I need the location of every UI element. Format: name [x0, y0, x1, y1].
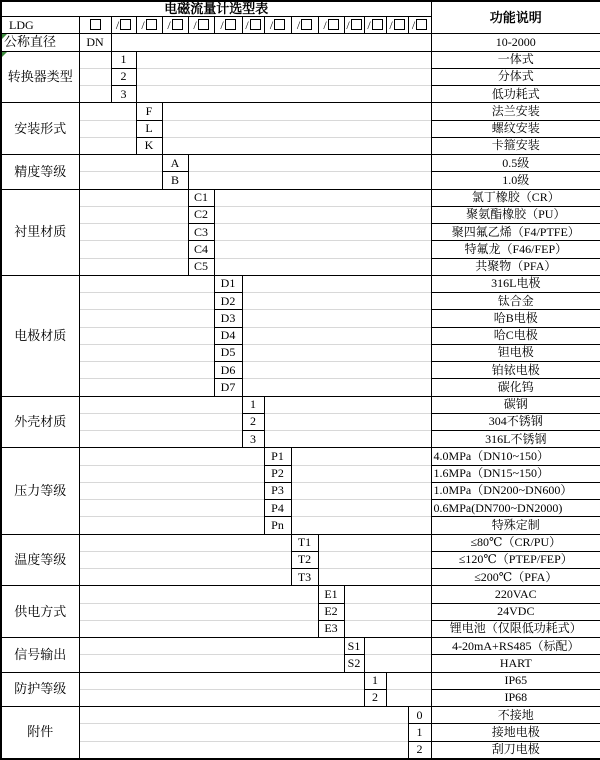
spacer-cell — [79, 155, 162, 172]
code-box-icon — [274, 19, 285, 30]
spacer-cell — [264, 413, 431, 430]
code-box-icon — [198, 19, 209, 30]
desc-cell: 钛合金 — [431, 293, 600, 310]
slash-separator: / — [115, 17, 120, 32]
spacer-cell — [79, 603, 318, 620]
spacer-cell — [111, 34, 431, 51]
desc-cell: 220VAC — [431, 586, 600, 603]
code-cell: C4 — [188, 241, 214, 258]
spacer-cell — [386, 689, 431, 706]
slash-separator: / — [296, 17, 301, 32]
spacer-cell — [79, 344, 214, 361]
slash-separator: / — [389, 17, 393, 32]
model-slash-box-cell — [264, 17, 291, 34]
slash-separator: / — [323, 17, 327, 32]
desc-cell: 1.0MPa（DN200~DN600） — [431, 482, 600, 499]
spacer-cell — [79, 534, 291, 551]
code-cell: 2 — [364, 689, 386, 706]
spacer-cell — [242, 310, 431, 327]
code-cell: 2 — [242, 413, 264, 430]
desc-cell: 刮刀电极 — [431, 741, 600, 759]
section-label: 附件 — [1, 707, 79, 759]
code-box-icon — [225, 19, 236, 30]
spacer-cell — [162, 137, 431, 154]
code-cell: P2 — [264, 465, 291, 482]
spacer-cell — [364, 655, 431, 672]
code-cell: DN — [79, 34, 111, 51]
spacer-cell — [162, 120, 431, 137]
spacer-cell — [79, 689, 364, 706]
spacer-cell — [291, 517, 431, 534]
desc-cell: 特氟龙（F46/FEP） — [431, 241, 600, 258]
code-box-icon — [120, 19, 131, 30]
spacer-cell — [79, 707, 408, 724]
desc-cell: 1.6MPa（DN15~150） — [431, 465, 600, 482]
spacer-cell — [214, 206, 431, 223]
model-slash-box-cell — [162, 17, 188, 34]
model-slash-box-cell — [214, 17, 242, 34]
desc-cell: ≤120℃（PTEP/FEP） — [431, 551, 600, 568]
code-cell: K — [136, 137, 162, 154]
spacer-cell — [214, 258, 431, 275]
spacer-cell — [242, 362, 431, 379]
spacer-cell — [79, 413, 242, 430]
desc-cell: 0.6MPa(DN700~DN2000) — [431, 500, 600, 517]
spacer-cell — [242, 275, 431, 292]
spacer-cell — [214, 189, 431, 206]
spacer-cell — [79, 741, 408, 759]
spacer-cell — [79, 86, 111, 103]
code-cell: 3 — [242, 431, 264, 448]
code-cell: 1 — [111, 51, 136, 68]
spacer-cell — [79, 551, 291, 568]
spacer-cell — [242, 327, 431, 344]
spacer-cell — [79, 620, 318, 637]
code-cell: 2 — [408, 741, 431, 759]
desc-cell: 聚氨酯橡胶（PU） — [431, 206, 600, 223]
slash-separator: / — [346, 17, 350, 32]
code-box-icon — [416, 19, 427, 30]
code-cell: S1 — [344, 638, 364, 655]
code-cell: D3 — [214, 310, 242, 327]
desc-cell: 10-2000 — [431, 34, 600, 51]
spacer-cell — [264, 396, 431, 413]
code-cell: D1 — [214, 275, 242, 292]
model-box-cell — [79, 17, 111, 34]
spacer-cell — [136, 51, 431, 68]
desc-cell: 不接地 — [431, 707, 600, 724]
slash-separator: / — [193, 17, 197, 32]
spacer-cell — [79, 362, 214, 379]
code-cell: 2 — [111, 68, 136, 85]
spacer-cell — [79, 137, 136, 154]
page-title: 电磁流量计选型表 — [164, 1, 269, 16]
spacer-cell — [79, 172, 162, 189]
spacer-cell — [79, 189, 188, 206]
section-label: 压力等级 — [1, 448, 79, 534]
spacer-cell — [79, 327, 214, 344]
code-cell: 1 — [364, 672, 386, 689]
spacer-cell — [188, 172, 431, 189]
spacer-cell — [264, 431, 431, 448]
code-cell: T1 — [291, 534, 318, 551]
slash-separator: / — [167, 17, 171, 32]
code-cell: D5 — [214, 344, 242, 361]
spacer-cell — [79, 724, 408, 741]
desc-cell: ≤200℃（PFA） — [431, 569, 600, 586]
spacer-cell — [291, 482, 431, 499]
spacer-cell — [136, 86, 431, 103]
code-cell: D4 — [214, 327, 242, 344]
desc-cell: 哈B电极 — [431, 310, 600, 327]
row-label-dn: 公称直径 — [1, 34, 79, 51]
desc-cell: HART — [431, 655, 600, 672]
spacer-cell — [79, 638, 344, 655]
spacer-cell — [291, 465, 431, 482]
code-cell: E2 — [318, 603, 344, 620]
spacer-cell — [291, 500, 431, 517]
model-slash-box-cell — [386, 17, 408, 34]
code-cell: Pn — [264, 517, 291, 534]
spacer-cell — [242, 379, 431, 396]
section-label: 信号输出 — [1, 638, 79, 673]
spacer-cell — [79, 310, 214, 327]
code-box-icon — [301, 19, 312, 30]
desc-cell: 螺纹安装 — [431, 120, 600, 137]
code-cell: S2 — [344, 655, 364, 672]
code-cell: P3 — [264, 482, 291, 499]
code-box-icon — [90, 19, 101, 30]
spacer-cell — [79, 517, 264, 534]
model-slash-box-cell — [291, 17, 318, 34]
spacer-cell — [79, 103, 136, 120]
slash-separator: / — [220, 17, 224, 32]
model-slash-box-cell — [111, 17, 136, 34]
desc-cell: 氯丁橡胶（CR） — [431, 189, 600, 206]
desc-cell: IP65 — [431, 672, 600, 689]
code-cell: 3 — [111, 86, 136, 103]
model-slash-box-cell — [188, 17, 214, 34]
code-cell: P4 — [264, 500, 291, 517]
code-cell: D6 — [214, 362, 242, 379]
desc-cell: 分体式 — [431, 68, 600, 85]
model-slash-box-cell — [318, 17, 344, 34]
desc-cell: 聚四氟乙烯（F4/PTFE） — [431, 224, 600, 241]
spacer-cell — [79, 241, 188, 258]
desc-cell: 碳钢 — [431, 396, 600, 413]
spacer-cell — [79, 500, 264, 517]
code-box-icon — [172, 19, 183, 30]
spacer-cell — [79, 379, 214, 396]
model-slash-box-cell — [364, 17, 386, 34]
code-cell: E1 — [318, 586, 344, 603]
code-box-icon — [394, 19, 405, 30]
spacer-cell — [79, 465, 264, 482]
spacer-cell — [344, 620, 431, 637]
spacer-cell — [318, 534, 431, 551]
spacer-cell — [79, 655, 344, 672]
code-box-icon — [146, 19, 157, 30]
code-cell: P1 — [264, 448, 291, 465]
desc-cell: 接地电极 — [431, 724, 600, 741]
spacer-cell — [79, 51, 111, 68]
slash-separator: / — [245, 17, 249, 32]
spacer-cell — [344, 586, 431, 603]
code-box-icon — [328, 19, 339, 30]
spacer-cell — [364, 638, 431, 655]
spacer-cell — [79, 586, 318, 603]
code-cell: D7 — [214, 379, 242, 396]
spacer-cell — [79, 293, 214, 310]
spacer-cell — [79, 569, 291, 586]
spacer-cell — [386, 672, 431, 689]
function-column-header: 功能说明 — [431, 1, 600, 34]
section-label: 防护等级 — [1, 672, 79, 707]
spacer-cell — [79, 224, 188, 241]
section-label: 供电方式 — [1, 586, 79, 638]
model-slash-box-cell — [408, 17, 431, 34]
model-slash-box-cell — [136, 17, 162, 34]
section-label: 外壳材质 — [1, 396, 79, 448]
slash-separator: / — [367, 17, 371, 32]
desc-cell: 碳化钨 — [431, 379, 600, 396]
model-slash-box-cell — [242, 17, 264, 34]
spacer-cell — [79, 68, 111, 85]
code-cell: D2 — [214, 293, 242, 310]
desc-cell: 卡箍安装 — [431, 137, 600, 154]
desc-cell: 哈C电极 — [431, 327, 600, 344]
spacer-cell — [214, 224, 431, 241]
spacer-cell — [79, 120, 136, 137]
spacer-cell — [344, 603, 431, 620]
spacer-cell — [79, 448, 264, 465]
spacer-cell — [79, 431, 242, 448]
spacer-cell — [79, 275, 214, 292]
desc-cell: 24VDC — [431, 603, 600, 620]
spacer-cell — [291, 448, 431, 465]
code-cell: C2 — [188, 206, 214, 223]
code-cell: B — [162, 172, 188, 189]
spacer-cell — [79, 672, 364, 689]
desc-cell: 316L电极 — [431, 275, 600, 292]
spacer-cell — [162, 103, 431, 120]
code-cell: C5 — [188, 258, 214, 275]
section-label: 温度等级 — [1, 534, 79, 586]
spacer-cell — [79, 258, 188, 275]
code-cell: T2 — [291, 551, 318, 568]
desc-cell: 1.0级 — [431, 172, 600, 189]
desc-cell: 316L不锈钢 — [431, 431, 600, 448]
desc-cell: 低功耗式 — [431, 86, 600, 103]
desc-cell: ≤80℃（CR/PU） — [431, 534, 600, 551]
desc-cell: 锂电池（仅限低功耗式） — [431, 620, 600, 637]
section-label: 衬里材质 — [1, 189, 79, 275]
desc-cell: 304不锈钢 — [431, 413, 600, 430]
slash-separator: / — [141, 17, 145, 32]
spacer-cell — [318, 551, 431, 568]
desc-cell: 铂铱电极 — [431, 362, 600, 379]
desc-cell: 0.5级 — [431, 155, 600, 172]
spacer-cell — [79, 482, 264, 499]
desc-cell: 特殊定制 — [431, 517, 600, 534]
model-slash-box-cell — [344, 17, 364, 34]
spacer-cell — [214, 241, 431, 258]
code-cell: F — [136, 103, 162, 120]
spacer-cell — [242, 344, 431, 361]
code-box-icon — [250, 19, 261, 30]
code-cell: T3 — [291, 569, 318, 586]
code-cell: 1 — [242, 396, 264, 413]
slash-separator: / — [269, 17, 274, 32]
desc-cell: 一体式 — [431, 51, 600, 68]
desc-cell: 4-20mA+RS485（标配） — [431, 638, 600, 655]
desc-cell: IP68 — [431, 689, 600, 706]
desc-cell: 共聚物（PFA） — [431, 258, 600, 275]
spacer-cell — [188, 155, 431, 172]
model-prefix: LDG — [1, 17, 79, 34]
spacer-cell — [242, 293, 431, 310]
section-label: 转换器类型 — [1, 51, 79, 103]
code-cell: E3 — [318, 620, 344, 637]
spacer-cell — [318, 569, 431, 586]
slash-separator: / — [411, 17, 416, 32]
section-label: 电极材质 — [1, 275, 79, 396]
spacer-cell — [79, 206, 188, 223]
code-box-icon — [351, 19, 362, 30]
code-cell: 0 — [408, 707, 431, 724]
code-cell: A — [162, 155, 188, 172]
code-box-icon — [372, 19, 383, 30]
code-cell: C3 — [188, 224, 214, 241]
section-label: 精度等级 — [1, 155, 79, 190]
spacer-cell — [136, 68, 431, 85]
code-cell: C1 — [188, 189, 214, 206]
section-label: 安装形式 — [1, 103, 79, 155]
code-cell: L — [136, 120, 162, 137]
code-cell: 1 — [408, 724, 431, 741]
spacer-cell — [79, 396, 242, 413]
desc-cell: 法兰安装 — [431, 103, 600, 120]
desc-cell: 钽电极 — [431, 344, 600, 361]
desc-cell: 4.0MPa（DN10~150） — [431, 448, 600, 465]
